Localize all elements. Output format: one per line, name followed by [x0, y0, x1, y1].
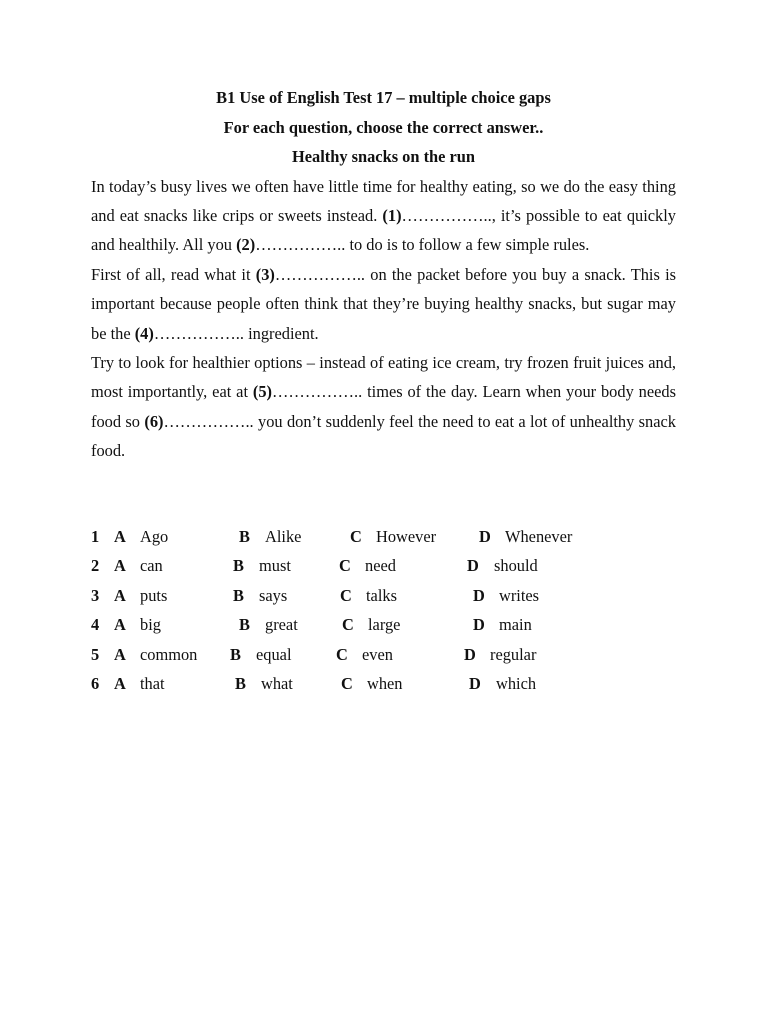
option-letter: A [114, 673, 126, 693]
option-letter: A [114, 615, 126, 635]
option-word: main [499, 615, 532, 635]
question-number: 5 [91, 644, 100, 664]
option-word: However [376, 527, 437, 546]
option-word: says [259, 585, 288, 605]
question-number: 6 [91, 673, 100, 693]
option-word: can [140, 556, 163, 576]
option-letter: C [336, 644, 348, 664]
document-body [91, 83, 676, 466]
option-letter: B [239, 527, 250, 546]
option-letter: D [473, 615, 485, 635]
option-letter: D [469, 673, 481, 693]
question-row [91, 610, 691, 639]
paragraph-text: In today’s busy lives we often have little time for healthy eating, so we do the easy thing and eat snacks like crips or sweets instead. [91, 176, 676, 225]
option-word: writes [499, 585, 540, 605]
gap-number-2: (2) [236, 235, 256, 255]
option-word: big [140, 615, 161, 635]
gap-4: …………….. [153, 323, 244, 343]
gap-3: …………….. [274, 264, 366, 284]
option-word: even [362, 644, 393, 664]
option-word: Alike [265, 527, 302, 546]
paragraph-text: ingredient. [243, 323, 319, 343]
option-word: which [496, 673, 537, 693]
option-word: great [265, 615, 298, 635]
paragraph-text: on the packet before you buy a snack. This is important because people often think that they’re buying healthy snacks, but sugar may be the [91, 264, 676, 343]
option-letter: B [235, 673, 246, 693]
question-row [91, 522, 691, 551]
gap-number-1: (1) [382, 205, 402, 225]
option-word: what [261, 673, 293, 693]
option-letter: A [114, 556, 126, 576]
option-letter: C [341, 673, 353, 693]
question-row [91, 551, 691, 580]
text-title: Healthy snacks on the run [291, 147, 476, 166]
option-word: Whenever [505, 527, 573, 546]
paragraph-text: First of all, read what it [91, 264, 256, 284]
question-number: 2 [91, 556, 100, 576]
option-word: talks [366, 585, 397, 605]
option-word: puts [140, 585, 168, 605]
paragraph-1 [91, 172, 676, 260]
option-letter: B [230, 644, 241, 664]
option-word: should [494, 556, 538, 576]
paragraph-3 [91, 348, 676, 466]
option-word: when [367, 673, 403, 693]
option-letter: C [339, 556, 351, 576]
question-row [91, 669, 691, 698]
option-word: that [140, 673, 165, 693]
option-word: common [140, 644, 198, 664]
gap-1: …………….. [401, 205, 492, 225]
paragraph-text: Try to look for healthier options – instead of eating ice cream, try frozen fruit juices and, most importantly, eat at [91, 352, 676, 402]
option-letter: D [473, 585, 485, 605]
option-letter: C [340, 585, 352, 605]
option-letter: B [233, 556, 244, 576]
option-letter: A [114, 527, 126, 546]
gap-number-6: (6) [144, 411, 164, 431]
gap-5: …………….. [272, 382, 363, 402]
paragraph-text: , it’s possible to eat quickly and healthily. All you [91, 205, 676, 255]
gap-number-3: (3) [255, 264, 275, 284]
option-word: regular [490, 644, 537, 664]
option-word: need [365, 556, 396, 576]
gap-2: …………….. [255, 235, 346, 255]
paragraph-text: times of the day. Learn when your body needs food so [91, 382, 676, 431]
option-letter: C [350, 527, 362, 546]
option-word: Ago [140, 527, 169, 546]
question-row [91, 581, 691, 610]
option-letter: C [342, 615, 354, 635]
answer-options [91, 522, 691, 698]
test-title: B1 Use of English Test 17 – multiple choice gaps [216, 88, 551, 107]
option-letter: B [239, 615, 250, 635]
option-word: large [368, 615, 401, 635]
gap-number-5: (5) [252, 382, 273, 402]
gap-6: …………….. [163, 411, 254, 431]
gap-number-4: (4) [134, 323, 154, 343]
option-letter: D [464, 644, 476, 664]
option-letter: A [114, 585, 126, 605]
instruction: For each question, choose the correct answer.. [223, 117, 544, 137]
question-row [91, 640, 691, 669]
question-number: 3 [91, 585, 100, 605]
option-letter: D [479, 527, 491, 546]
option-word: must [259, 556, 291, 576]
paragraph-text: to do is to follow a few simple rules. [345, 235, 590, 255]
paragraph-text: you don’t suddenly feel the need to eat a lot of unhealthy snack food. [91, 411, 676, 461]
option-letter: B [233, 585, 244, 605]
question-number: 1 [91, 527, 100, 546]
option-word: equal [256, 644, 292, 664]
option-letter: D [467, 556, 479, 576]
option-letter: A [114, 644, 126, 664]
paragraph-2 [91, 260, 676, 348]
question-number: 4 [91, 615, 100, 635]
